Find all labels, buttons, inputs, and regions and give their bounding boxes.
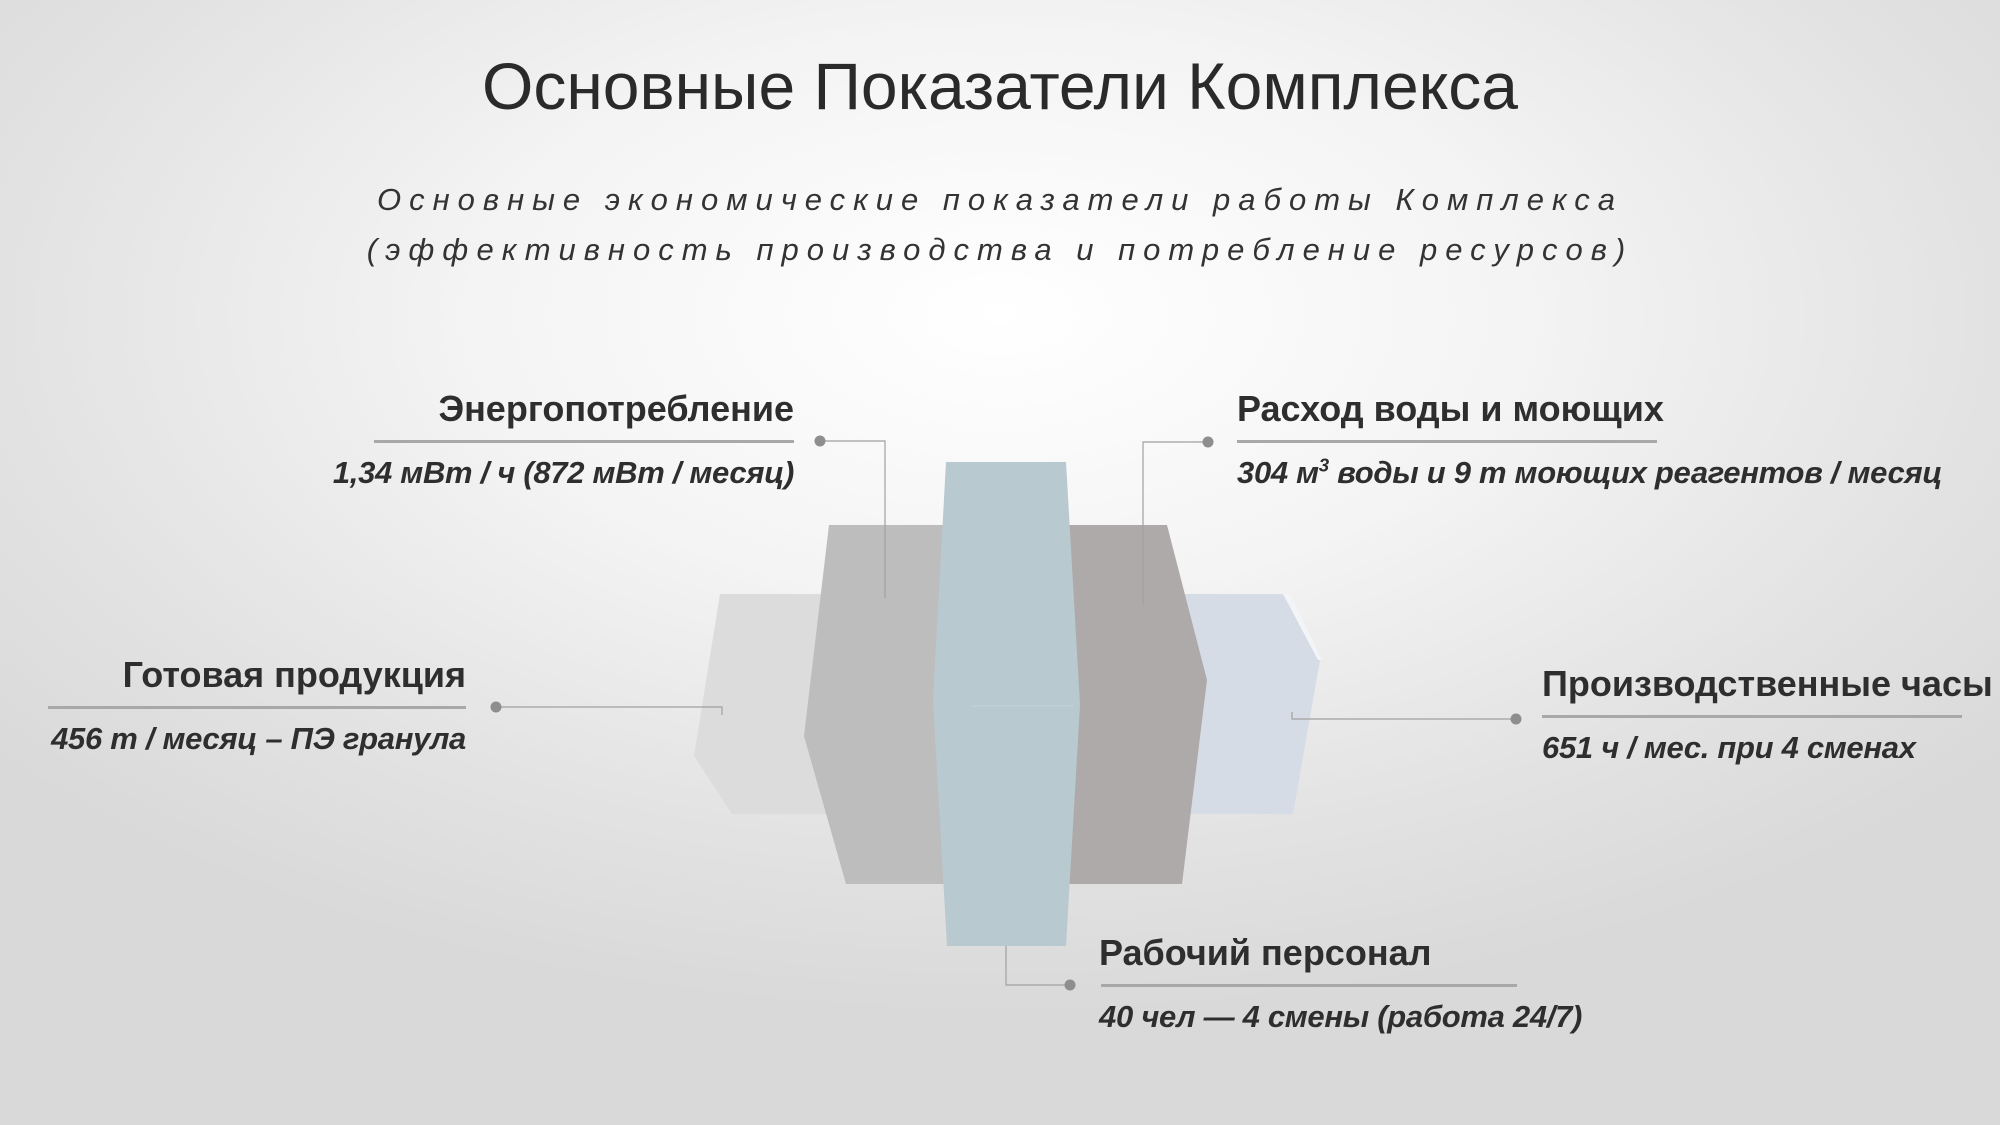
indicator-product [48, 654, 466, 757]
subtitle-line-1: Основные экономические показатели работы Комплекса [376, 182, 1624, 217]
indicator-hours-underline [1542, 715, 1962, 718]
indicator-energy-value: 1,34 мВт / ч (872 мВт / месяц) [332, 455, 794, 490]
connector-dot-water [1203, 437, 1214, 448]
indicator-product-underline [48, 706, 466, 709]
indicator-hours-value: 651 ч / мес. при 4 сменах [1542, 730, 1916, 765]
indicator-staff [1099, 932, 1582, 1035]
indicator-hours-heading: Производственные часы [1542, 663, 1993, 704]
indicator-energy-heading: Энергопотребление [438, 388, 794, 429]
indicator-water-value-prefix: 304 м [1237, 455, 1319, 490]
indicator-product-value: 456 т / месяц – ПЭ гранула [51, 721, 466, 756]
indicator-water-value [1237, 455, 1942, 491]
indicator-staff-value: 40 чел — 4 смены (работа 24/7) [1099, 999, 1583, 1034]
connector-dot-energy [815, 436, 826, 447]
indicator-hours [1542, 663, 1993, 766]
indicator-water [1237, 388, 1942, 491]
connector-staff [1006, 946, 1070, 985]
block-energy [804, 525, 955, 884]
indicator-water-heading: Расход воды и моющих [1237, 388, 1664, 429]
indicator-water-value-suffix: воды и 9 т моющих реагентов / месяц [1328, 455, 1943, 490]
connector-dot-staff [1065, 980, 1076, 991]
connector-dot-hours [1511, 714, 1522, 725]
indicator-product-heading: Готовая продукция [122, 654, 466, 695]
indicator-water-underline [1237, 440, 1657, 443]
indicator-water-value-sup: 3 [1318, 454, 1329, 476]
block-staff [933, 462, 1080, 946]
indicator-staff-underline [1101, 984, 1517, 987]
page-title: Основные Показатели Комплекса [482, 49, 1518, 123]
connector-hours [1292, 712, 1516, 719]
subtitle-line-2: (эффективность производства и потребление ресурсов) [366, 232, 1634, 267]
connector-product [496, 707, 722, 715]
indicator-staff-heading: Рабочий персонал [1099, 932, 1432, 973]
indicator-energy-underline [374, 440, 794, 443]
indicator-energy [333, 388, 794, 491]
connector-dot-product [491, 702, 502, 713]
